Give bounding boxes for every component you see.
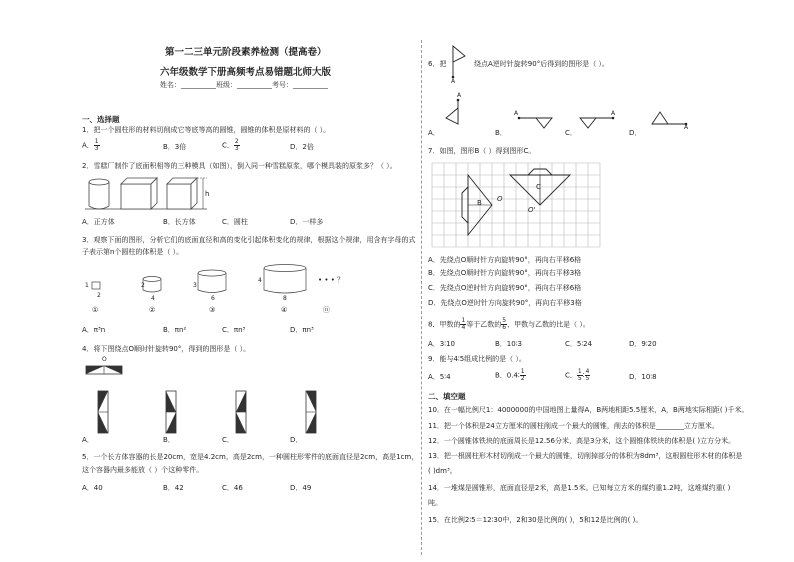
question-12: 12．一个圆锥体铁块的底面周长是12.56分米，高是3分米，这个圆锥体铁块的体积是( )立方分米。 — [428, 437, 736, 445]
question-8: 8．甲数的 $\frac{1}{4}$ 等于乙数的 $\frac{5}{6}$ ，甲数与乙数的比是（ ）。 — [428, 317, 590, 331]
q3-option-a: A．π³n — [82, 326, 106, 334]
page-title: 第一二三单元阶段素养检测（提高卷） — [165, 47, 327, 58]
q2-option-c: C．圆柱 — [222, 218, 248, 226]
q7-label-b: B — [477, 199, 482, 207]
q4-o-label: O — [102, 356, 107, 363]
question-11: 11．把一个体积是24立方厘米的圆柱削成一个最大的圆锥，削去的体积是________立方厘米。 — [428, 422, 719, 430]
question-6-pre: 6．把 — [428, 60, 447, 68]
q9-option-a: A．5∶4 — [428, 373, 451, 381]
q1-option-c: C． $\frac{2}{3}$ — [222, 138, 239, 152]
q8-option-d: D．9∶20 — [629, 340, 657, 348]
q7-grid-figure — [432, 163, 600, 247]
q5-option-d: D．49 — [290, 484, 312, 492]
q9-option-c: C． $\frac{1}{5}$ ∶ $\frac{4}{5}$ — [565, 368, 590, 382]
q1-option-a: A． $\frac{1}{3}$ — [82, 138, 99, 152]
q3-diameter-3: 6 — [211, 295, 215, 302]
q4-option-c: C． — [222, 436, 234, 444]
q3-height-1: 1 — [85, 282, 89, 289]
q2-option-b: B．长方体 — [163, 218, 196, 226]
question-14-line1: 14．一堆煤是圆锥形，底面直径是2米，高是1.5米。已知每立方米的煤约重1.2吨，这堆煤约重( ) — [428, 484, 731, 492]
page-subtitle: 六年级数学下册高频考点易错题北师大版 — [160, 67, 332, 78]
q6-option-d-label-a: A — [684, 124, 689, 131]
q9-option-d: D．10∶8 — [629, 373, 657, 381]
q3-option-c: C．πn³ — [222, 326, 246, 334]
question-4: 4．将下图绕点O顺时针旋转90°，得到的图形是（ ）。 — [82, 345, 251, 353]
q5-option-b: B．42 — [163, 484, 184, 492]
q6-option-a: A． — [428, 129, 440, 137]
q2-height-label: h — [205, 190, 210, 198]
q6-option-c: C． — [565, 129, 577, 137]
q3-option-d: D．πn³ — [290, 326, 314, 334]
question-13-line1: 13．把一根圆柱形木材切削成一个最大的圆锥，切削掉部分的体积为8dm³，这根圆柱形木材的体积是 — [428, 452, 743, 460]
q6-options-figures — [438, 98, 698, 128]
q1-option-b: B．3倍 — [163, 143, 187, 151]
q4-option-d-figure — [305, 391, 317, 433]
q3-height-4: 4 — [258, 277, 262, 284]
q1-option-d: D．2倍 — [290, 143, 314, 151]
question-15: 15．在比例2∶5＝12∶30中，2和30是比例的( )，5和12是比例的( )。 — [428, 516, 643, 524]
q3-diameter-4: 8 — [283, 295, 287, 302]
q7-option-d: D．先绕点O逆时针方向旋转90°，再向右平移3格 — [428, 299, 582, 307]
q2-molds-figure — [85, 176, 215, 212]
q6-option-b: B． — [495, 129, 507, 137]
q7-option-b: B．先绕点O顺时针方向旋转90°，再向右平移3格 — [428, 269, 582, 277]
q4-option-b-figure — [165, 391, 177, 433]
question-9: 9．能与4∶5组成比例的是（ ）。 — [428, 355, 526, 363]
question-3-line2: 子表示第n个圆柱的体积是（ ）。 — [82, 248, 184, 256]
q6-flag-figure — [449, 44, 469, 80]
q3-diameter-2: 4 — [151, 295, 155, 302]
question-14-line2: 吨。 — [428, 499, 442, 507]
question-1: 1．把一个圆柱形的材料切削成它等底等高的圆锥，圆锥的体积是原材料的（ ）。 — [82, 126, 331, 134]
q8-option-a: A．3∶10 — [428, 340, 455, 348]
q6-option-d: D． — [629, 129, 642, 137]
q3-height-3: 3 — [193, 282, 197, 289]
question-10: 10．在一幅比例尺1：4000000的中国地图上量得A，B两地相距5.5厘米，A，B两地实际相距( )千米。 — [428, 406, 749, 414]
q3-ellipsis: • • • ？ — [318, 276, 345, 284]
q7-option-c: C．先绕点O逆时针方向旋转90°，再向右平移6格 — [428, 284, 582, 292]
section-choice: 一、选择题 — [82, 115, 120, 124]
q2-option-a: A．正方体 — [82, 218, 115, 226]
q5-option-c: C．46 — [222, 484, 243, 492]
question-6-post: 绕点A逆时针旋转90°后得到的图形是（ ）。 — [474, 60, 609, 68]
q3-label-2: ② — [149, 306, 156, 314]
q4-option-d: D． — [290, 436, 303, 444]
question-5-line2: 这个容器内最多能放（ ）个这种零件。 — [82, 466, 204, 474]
q6-option-a-label-a: A — [457, 92, 462, 99]
q7-label-o: O — [497, 195, 503, 203]
question-3-line1: 3．观察下面的图形，分析它们的底面直径和高的变化引起体积变化的规律，根据这个规律，用含有字母的式 — [82, 236, 416, 244]
q4-option-a: A． — [82, 436, 94, 444]
question-13-line2: ( )dm³。 — [428, 467, 457, 475]
question-5-line1: 5．一个长方体容器的长是20cm，宽是4.2cm，高是2cm，一种圆柱形零件的底面直径是2cm，高是1cm， — [82, 453, 419, 461]
q9-option-b: B．0.4∶ $\frac{1}{2}$ — [495, 368, 525, 382]
q7-label-o-prime: O' — [528, 206, 536, 214]
q4-original-figure — [86, 364, 122, 376]
question-2: 2．雪糕厂制作了底面积相等的三种模具（如图），倒入同一种雪糕原浆，哪个模具装的原浆多？（ ）。 — [82, 162, 397, 170]
q4-option-c-figure — [235, 391, 247, 433]
q6-a-label: A — [451, 78, 456, 85]
q5-option-a: A．40 — [82, 484, 103, 492]
q3-label-3: ③ — [209, 306, 216, 314]
q8-option-c: C．5∶24 — [565, 340, 593, 348]
section-fill: 二、填空题 — [428, 392, 466, 401]
q3-label-n: ⓝ — [323, 306, 330, 314]
q4-option-b: B． — [163, 436, 175, 444]
q3-height-2: 2 — [141, 282, 145, 289]
q2-option-d: D．一样多 — [290, 218, 324, 226]
q3-label-1: ① — [92, 306, 99, 314]
q3-diameter-1: 2 — [97, 292, 101, 299]
q6-option-c-label-a: A — [611, 110, 616, 117]
q3-label-4: ④ — [281, 306, 288, 314]
q3-option-b: B．πn² — [163, 326, 187, 334]
q7-label-c: C — [536, 183, 541, 191]
q4-option-a-figure — [97, 391, 109, 433]
q8-option-b: B．10∶3 — [495, 340, 522, 348]
student-info-line: 姓名：__________班级：__________考号：__________ — [160, 81, 328, 89]
q7-option-a: A．先绕点O顺时针方向旋转90°，再向右平移6格 — [428, 256, 582, 264]
column-divider — [421, 40, 422, 555]
q6-option-b-label-a: A — [514, 110, 519, 117]
question-7: 7．如图，图形B（ ）得到图形C。 — [428, 147, 536, 155]
